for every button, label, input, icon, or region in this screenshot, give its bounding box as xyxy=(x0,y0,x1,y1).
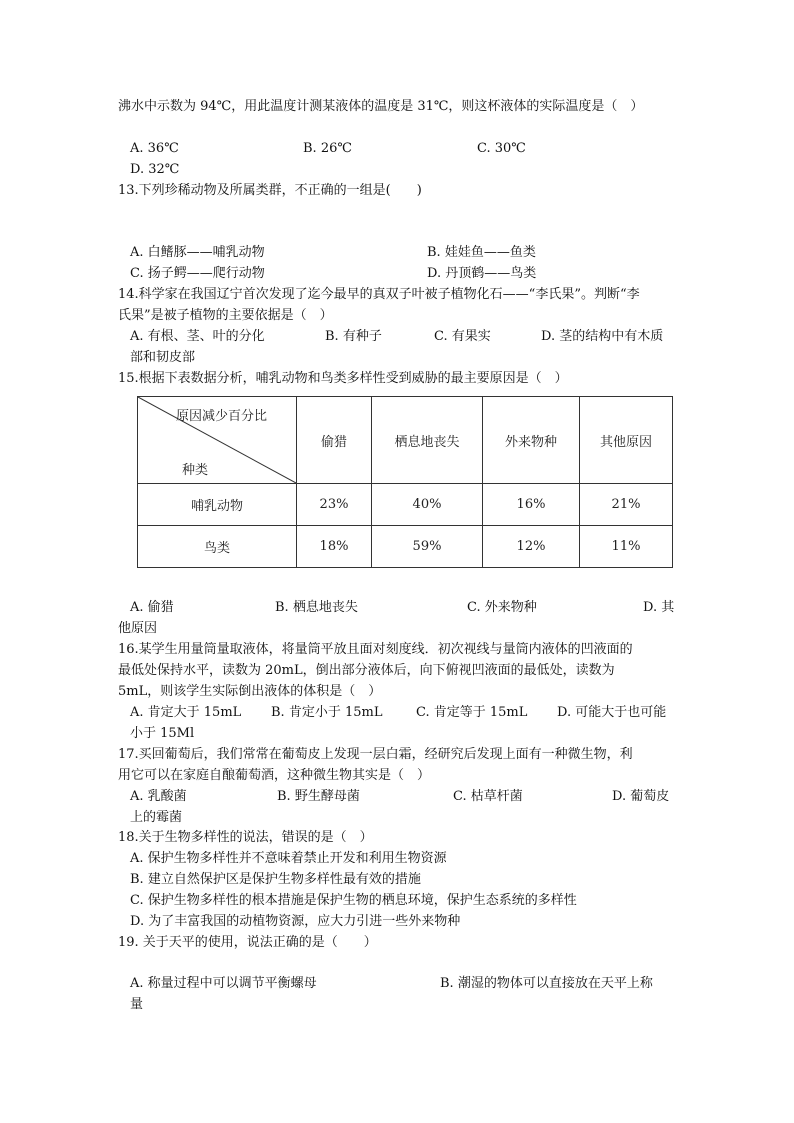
table-cell: 12% xyxy=(483,526,580,568)
q15-stem: 15.根据下表数据分析，哺乳动物和鸟类多样性受到威胁的最主要原因是（ ） xyxy=(118,371,568,386)
q16-option-c[interactable]: C. 肯定等于 15mL xyxy=(416,705,528,720)
q13-option-a[interactable]: A. 白鳍豚——哺乳动物 xyxy=(130,245,265,260)
table-cell: 59% xyxy=(372,526,483,568)
q15-option-d-continued: 他原因 xyxy=(118,621,158,636)
corner-header-bottom: 种类 xyxy=(182,463,209,478)
q15-option-c[interactable]: C. 外来物种 xyxy=(467,600,537,615)
q15-data-table xyxy=(137,396,673,568)
corner-header-top: 原因减少百分比 xyxy=(176,409,268,424)
q16-option-d-continued: 小于 15Ml xyxy=(130,726,195,741)
q17-option-d[interactable]: D. 葡萄皮 xyxy=(612,789,670,804)
q19-option-b[interactable]: B. 潮湿的物体可以直接放在天平上称 xyxy=(440,976,653,991)
q17-stem-line2: 用它可以在家庭自酿葡萄酒，这种微生物其实是（ ） xyxy=(118,768,431,783)
q19-stem: 19. 关于天平的使用，说法正确的是（ ） xyxy=(118,935,377,950)
column-header: 其他原因 xyxy=(580,397,673,484)
q12-option-d[interactable]: D. 32℃ xyxy=(130,162,180,177)
table-corner-cell xyxy=(138,397,297,484)
table-cell: 40% xyxy=(372,484,483,526)
q14-option-c[interactable]: C. 有果实 xyxy=(434,329,491,344)
q14-option-d-continued: 部和韧皮部 xyxy=(130,350,196,365)
q17-option-a[interactable]: A. 乳酸菌 xyxy=(130,789,187,804)
q17-option-b[interactable]: B. 野生酵母菌 xyxy=(277,789,360,804)
q14-stem-line2: 氏果”是被子植物的主要依据是（ ） xyxy=(118,308,333,323)
q15-option-d[interactable]: D. 其 xyxy=(643,600,675,615)
q13-option-d[interactable]: D. 丹顶鹤——鸟类 xyxy=(427,266,537,281)
q14-option-a[interactable]: A. 有根、茎、叶的分化 xyxy=(130,329,265,344)
q12-stem: 沸水中示数为 94℃，用此温度计测某液体的温度是 31℃，则这杯液体的实际温度是（ ） xyxy=(118,99,644,114)
q19-option-a[interactable]: A. 称量过程中可以调节平衡螺母 xyxy=(130,976,317,991)
q16-option-b[interactable]: B. 肯定小于 15mL xyxy=(271,705,383,720)
q18-option-c[interactable]: C. 保护生物多样性的根本措施是保护生物的栖息环境，保护生态系统的多样性 xyxy=(130,893,577,908)
q12-option-b[interactable]: B. 26℃ xyxy=(303,141,352,156)
table-row xyxy=(138,526,673,568)
table-cell: 11% xyxy=(580,526,673,568)
column-header: 栖息地丧失 xyxy=(372,397,483,484)
q16-option-a[interactable]: A. 肯定大于 15mL xyxy=(130,705,242,720)
q15-option-b[interactable]: B. 栖息地丧失 xyxy=(275,600,358,615)
q15-option-a[interactable]: A. 偷猎 xyxy=(130,600,174,615)
table-cell: 23% xyxy=(297,484,372,526)
table-row xyxy=(138,484,673,526)
table-cell: 18% xyxy=(297,526,372,568)
q16-stem-line2: 最低处保持水平，读数为 20mL，倒出部分液体后，向下俯视凹液面的最低处，读数为 xyxy=(118,663,615,678)
q12-option-c[interactable]: C. 30℃ xyxy=(477,141,526,156)
q14-option-d[interactable]: D. 茎的结构中有木质 xyxy=(541,329,664,344)
q17-option-d-continued: 上的霉菌 xyxy=(130,810,183,825)
column-header: 外来物种 xyxy=(483,397,580,484)
q16-option-d[interactable]: D. 可能大于也可能 xyxy=(557,705,667,720)
q13-option-b[interactable]: B. 娃娃鱼——鱼类 xyxy=(427,245,536,260)
q18-option-a[interactable]: A. 保护生物多样性并不意味着禁止开发和利用生物资源 xyxy=(130,851,447,866)
q18-option-b[interactable]: B. 建立自然保护区是保护生物多样性最有效的措施 xyxy=(130,872,421,887)
q17-option-c[interactable]: C. 枯草杆菌 xyxy=(453,789,523,804)
q18-option-d[interactable]: D. 为了丰富我国的动植物资源，应大力引进一些外来物种 xyxy=(130,914,461,929)
q14-option-b[interactable]: B. 有种子 xyxy=(325,329,382,344)
q13-option-c[interactable]: C. 扬子鳄——爬行动物 xyxy=(130,266,265,281)
table-cell: 16% xyxy=(483,484,580,526)
q12-option-a[interactable]: A. 36℃ xyxy=(130,141,179,156)
column-header: 偷猎 xyxy=(297,397,372,484)
q16-stem-line3: 5mL，则该学生实际倒出液体的体积是（ ） xyxy=(118,684,382,699)
q16-stem-line1: 16.某学生用量筒量取液体，将量筒平放且面对刻度线．初次视线与量筒内液体的凹液面的 xyxy=(118,642,633,657)
q18-stem: 18.关于生物多样性的说法，错误的是（ ） xyxy=(118,830,373,845)
row-header: 哺乳动物 xyxy=(138,484,297,526)
q17-stem-line1: 17.买回葡萄后，我们常常在葡萄皮上发现一层白霜，经研究后发现上面有一种微生物，利 xyxy=(118,747,633,762)
q19-option-b-continued: 量 xyxy=(130,997,144,1012)
q14-stem-line1: 14.科学家在我国辽宁首次发现了迄今最早的真双子叶被子植物化石——“李氏果”。判断“李 xyxy=(118,287,640,302)
row-header: 鸟类 xyxy=(138,526,297,568)
q13-stem: 13.下列珍稀动物及所属类群，不正确的一组是( ) xyxy=(118,183,422,198)
table-cell: 21% xyxy=(580,484,673,526)
